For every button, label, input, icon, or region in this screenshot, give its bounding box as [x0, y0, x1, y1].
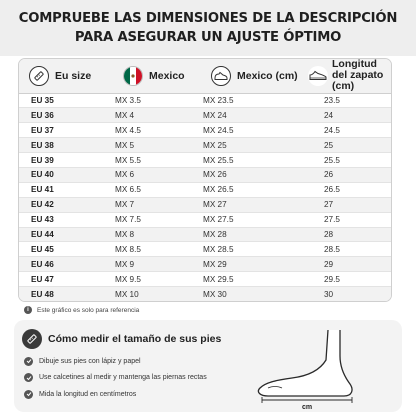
- reference-note-text: Este gráfico es solo para referencia: [37, 306, 140, 314]
- mexico-size-cell: MX 9: [113, 257, 201, 272]
- column-header-eu-size: [19, 59, 113, 93]
- ruler-icon: [22, 329, 42, 349]
- mexico-cm-cell: MX 29: [201, 257, 300, 272]
- shoe-length-cell: 27.5: [300, 212, 391, 227]
- reference-note: [24, 306, 139, 314]
- column-label: Mexico: [149, 69, 185, 82]
- mexico-size-cell: MX 5: [113, 138, 201, 153]
- mexico-cm-cell: MX 27: [201, 197, 300, 212]
- size-chart-table: [19, 59, 391, 301]
- mexico-cm-cell: MX 29.5: [201, 272, 300, 287]
- check-icon: [24, 373, 33, 382]
- eu-size-cell: EU 35: [19, 93, 113, 108]
- page-header: [0, 0, 416, 56]
- mexico-cm-cell: MX 30: [201, 287, 300, 302]
- mexico-cm-cell: MX 24.5: [201, 123, 300, 138]
- shoe-length-cell: 28.5: [300, 242, 391, 257]
- eu-size-cell: EU 48: [19, 287, 113, 302]
- size-rows: [19, 93, 391, 301]
- column-header-mexico: [113, 59, 201, 93]
- mexico-size-cell: MX 8.5: [113, 242, 201, 257]
- mexico-cm-cell: MX 26: [201, 167, 300, 182]
- header-line-1: COMPRUEBE LAS DIMENSIONES DE LA DESCRIPCIÓN: [18, 11, 398, 26]
- size-chart-card: [18, 58, 392, 302]
- mexico-cm-cell: MX 26.5: [201, 182, 300, 197]
- mexico-flag-icon: [123, 66, 143, 86]
- table-row: [19, 182, 391, 197]
- info-icon: i: [24, 306, 32, 314]
- measure-steps: [24, 354, 207, 404]
- table-row: [19, 272, 391, 287]
- mexico-size-cell: MX 6.5: [113, 182, 201, 197]
- eu-size-cell: EU 38: [19, 138, 113, 153]
- header-line-2: PARA ASEGURAR UN AJUSTE ÓPTIMO: [74, 30, 342, 45]
- table-row: [19, 242, 391, 257]
- shoe-length-cell: 24.5: [300, 123, 391, 138]
- sneaker-icon: [308, 66, 328, 86]
- column-header-mexico-cm: [201, 59, 300, 93]
- table-row: [19, 287, 391, 302]
- mexico-size-cell: MX 4: [113, 108, 201, 123]
- measure-step-text: Mida la longitud en centímetros: [39, 390, 137, 398]
- table-row: [19, 108, 391, 123]
- check-icon: [24, 390, 33, 399]
- shoe-length-cell: 23.5: [300, 93, 391, 108]
- table-row: [19, 257, 391, 272]
- mexico-cm-cell: MX 24: [201, 108, 300, 123]
- check-icon: [24, 357, 33, 366]
- table-row: [19, 93, 391, 108]
- mexico-size-cell: MX 4.5: [113, 123, 201, 138]
- foot-outline: [258, 330, 352, 396]
- shoe-length-cell: 26: [300, 167, 391, 182]
- shoe-outline-icon: [211, 66, 231, 86]
- shoe-length-cell: 25: [300, 138, 391, 153]
- shoe-length-cell: 26.5: [300, 182, 391, 197]
- table-row: [19, 227, 391, 242]
- mexico-cm-cell: MX 27.5: [201, 212, 300, 227]
- eu-size-cell: EU 46: [19, 257, 113, 272]
- mexico-cm-cell: MX 28.5: [201, 242, 300, 257]
- mexico-size-cell: MX 6: [113, 167, 201, 182]
- mexico-cm-cell: MX 25.5: [201, 153, 300, 168]
- mexico-cm-cell: MX 23.5: [201, 93, 300, 108]
- table-row: [19, 123, 391, 138]
- eu-size-cell: EU 36: [19, 108, 113, 123]
- table-row: [19, 153, 391, 168]
- shoe-length-cell: 28: [300, 227, 391, 242]
- shoe-length-cell: 27: [300, 197, 391, 212]
- mexico-size-cell: MX 7.5: [113, 212, 201, 227]
- mexico-size-cell: MX 9.5: [113, 272, 201, 287]
- table-row: [19, 197, 391, 212]
- eu-size-cell: EU 40: [19, 167, 113, 182]
- shoe-length-cell: 29.5: [300, 272, 391, 287]
- eu-size-cell: EU 39: [19, 153, 113, 168]
- mexico-cm-cell: MX 28: [201, 227, 300, 242]
- measure-step: [24, 354, 207, 368]
- measure-step: [24, 371, 207, 385]
- ruler-icon: [29, 66, 49, 86]
- measure-step-text: Dibuje sus pies con lápiz y papel: [39, 357, 141, 365]
- eu-size-cell: EU 47: [19, 272, 113, 287]
- table-header-row: [19, 59, 391, 93]
- column-header-shoe-length: [300, 59, 391, 93]
- measure-step: [24, 387, 207, 401]
- table-row: [19, 167, 391, 182]
- mexico-size-cell: MX 7: [113, 197, 201, 212]
- table-row: [19, 138, 391, 153]
- foot-measurement-illustration: [248, 326, 380, 410]
- eu-size-cell: EU 45: [19, 242, 113, 257]
- how-to-measure-panel: [14, 320, 402, 412]
- eu-size-cell: EU 44: [19, 227, 113, 242]
- eu-size-cell: EU 41: [19, 182, 113, 197]
- mexico-size-cell: MX 8: [113, 227, 201, 242]
- shoe-length-cell: 25.5: [300, 153, 391, 168]
- shoe-length-cell: 30: [300, 287, 391, 302]
- column-label: Longitud del zapato (cm): [332, 58, 384, 93]
- mexico-size-cell: MX 3.5: [113, 93, 201, 108]
- mexico-size-cell: MX 10: [113, 287, 201, 302]
- eu-size-cell: EU 42: [19, 197, 113, 212]
- shoe-length-cell: 29: [300, 257, 391, 272]
- measure-step-text: Use calcetines al medir y mantenga las piernas rectas: [39, 374, 207, 381]
- column-label: Mexico (cm): [237, 69, 298, 82]
- column-label: Eu size: [55, 69, 92, 82]
- mexico-cm-cell: MX 25: [201, 138, 300, 153]
- eu-size-cell: EU 37: [19, 123, 113, 138]
- eu-size-cell: EU 43: [19, 212, 113, 227]
- shoe-length-cell: 24: [300, 108, 391, 123]
- table-row: [19, 212, 391, 227]
- mexico-size-cell: MX 5.5: [113, 153, 201, 168]
- how-to-measure-title: [22, 329, 221, 349]
- foot-length-label: cm: [301, 404, 313, 410]
- how-title-text: Cómo medir el tamaño de sus pies: [48, 333, 222, 345]
